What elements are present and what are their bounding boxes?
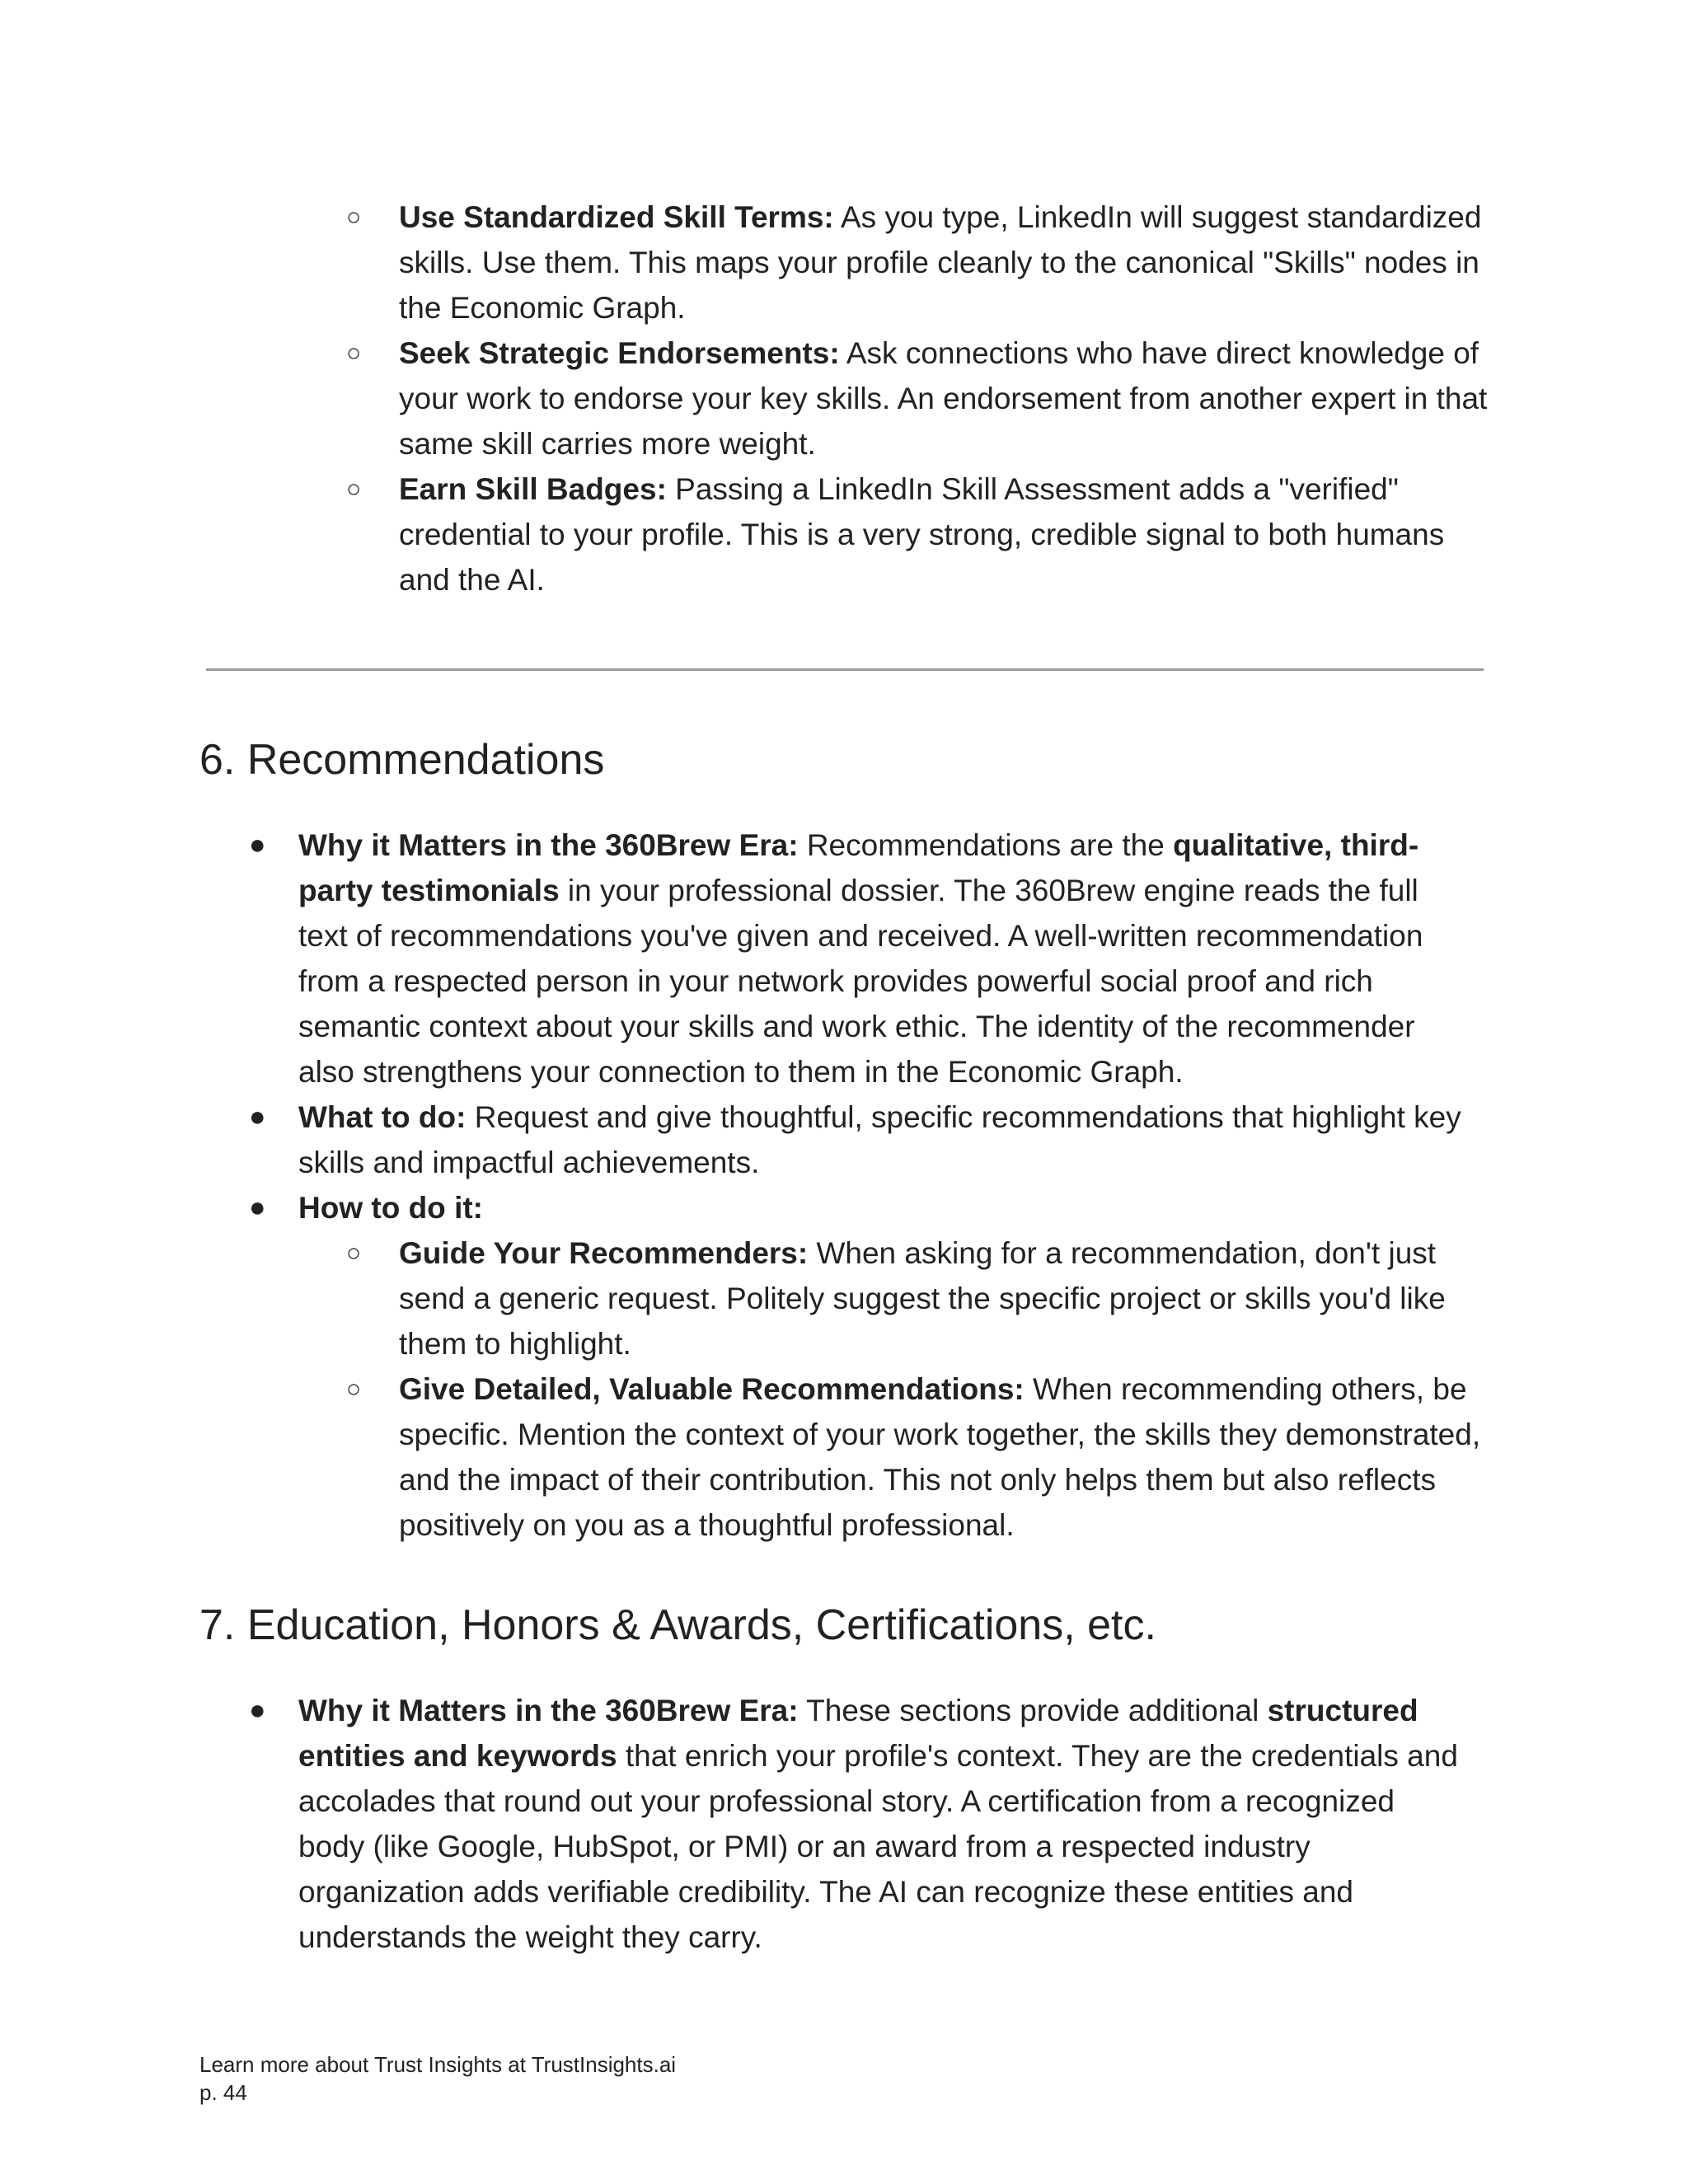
item-emphasis: qualitative, third-party testimonials [298, 828, 1419, 907]
list-item [0, 1688, 1469, 1960]
section-heading-education: 7. Education, Honors & Awards, Certifications, etc. [199, 1601, 1156, 1649]
item-text: in your professional dossier. The 360Brew engine reads the full text of recommendations you've given and received. A well-written recommendation from a respected person in your network provides powerful social proof and rich semantic context about your skills and work ethic. The identity of the recommender also strengthens your connection to them in the Economic Graph. [298, 874, 1423, 1089]
list-item [0, 1230, 1503, 1366]
item-text: Ask connections who have direct knowledge of your work to endorse your key skills. An endorsement from another expert in that same skill carries more weight. [399, 336, 1488, 461]
list-item [0, 1094, 1469, 1185]
item-title: Give Detailed, Valuable Recommendations: [399, 1372, 1025, 1406]
filled-bullet-icon: ● [249, 1101, 266, 1132]
item-text: Recommendations are the [798, 828, 1174, 862]
item-text: that enrich your profile's context. They are the credentials and accolades that round out your professional story. A certification from a recognized body (like Google, HubSpot, or PMI) or an award from a respected industry organization adds verifiable credibility. The AI can recognize these entities and understands the weight they carry. [298, 1739, 1458, 1954]
item-title: Why it Matters in the 360Brew Era: [298, 828, 799, 862]
item-text: As you type, LinkedIn will suggest standardized skills. Use them. This maps your profile cleanly to the canonical "Skills" nodes in the Economic Graph. [399, 200, 1482, 325]
list-item [0, 194, 1503, 330]
horizontal-divider [206, 668, 1484, 671]
list-item [0, 330, 1503, 466]
item-text: These sections provide additional [798, 1694, 1268, 1727]
filled-bullet-icon: ● [249, 829, 266, 860]
hollow-bullet-icon: ○ [346, 476, 362, 503]
item-title: How to do it: [298, 1191, 483, 1225]
page-number: p. 44 [199, 2080, 247, 2105]
item-title: Use Standardized Skill Terms: [399, 200, 834, 234]
hollow-bullet-icon: ○ [346, 1376, 362, 1403]
list-item [0, 466, 1503, 602]
list-item [0, 1366, 1503, 1548]
item-title: Seek Strategic Endorsements: [399, 336, 840, 370]
list-item [0, 1185, 1469, 1230]
item-title: Guide Your Recommenders: [399, 1236, 809, 1270]
section-heading-recommendations: 6. Recommendations [199, 736, 605, 784]
item-title: What to do: [298, 1100, 467, 1134]
item-title: Why it Matters in the 360Brew Era: [298, 1694, 799, 1727]
hollow-bullet-icon: ○ [346, 204, 362, 231]
filled-bullet-icon: ● [249, 1192, 266, 1223]
recommendations-list [0, 823, 1469, 1230]
item-emphasis: structured entities and keywords [298, 1694, 1418, 1773]
item-text: Request and give thoughtful, specific recommendations that highlight key skills and impactful achievements. [298, 1100, 1461, 1179]
hollow-bullet-icon: ○ [346, 340, 362, 367]
hollow-bullet-icon: ○ [346, 1240, 362, 1267]
skills-sub-list [0, 194, 1503, 602]
item-title: Earn Skill Badges: [399, 472, 667, 506]
recommendations-sub-list [0, 1230, 1503, 1548]
item-text: When asking for a recommendation, don't just send a generic request. Politely suggest the specific project or skills you'd like them to highlight. [399, 1236, 1446, 1361]
list-item [0, 823, 1469, 1094]
item-text: Passing a LinkedIn Skill Assessment adds a "verified" credential to your profile. This is a very strong, credible signal to both humans and the AI. [399, 472, 1445, 597]
filled-bullet-icon: ● [249, 1694, 266, 1726]
footer-text: Learn more about Trust Insights at TrustInsights.ai [199, 2052, 677, 2077]
item-text: When recommending others, be specific. Mention the context of your work together, the skills they demonstrated, and the impact of their contribution. This not only helps them but also reflects positively on you as a thoughtful professional. [399, 1372, 1481, 1542]
education-list [0, 1688, 1469, 1960]
